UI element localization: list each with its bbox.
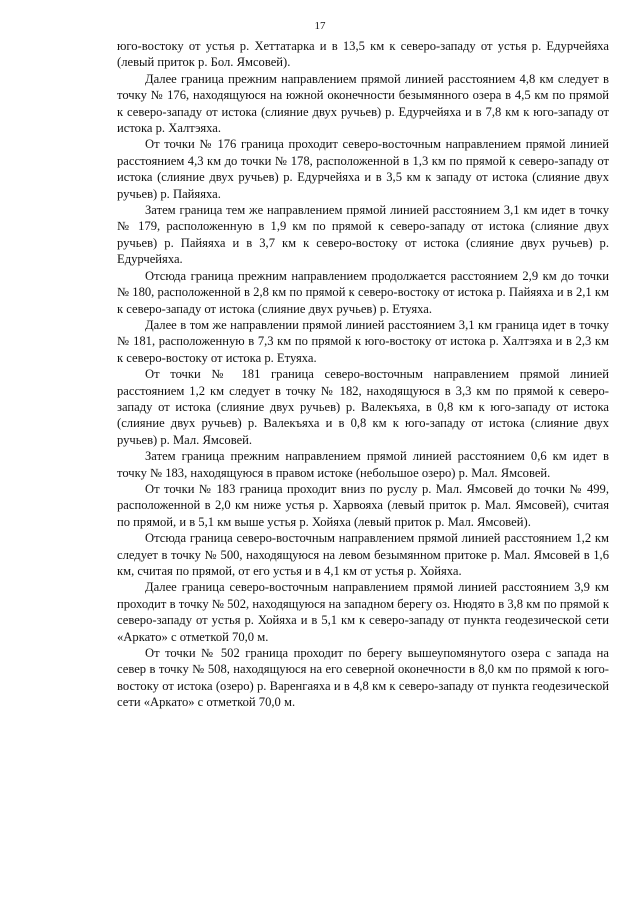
paragraph-5: Отсюда граница прежним направлением продолжается расстоянием 2,9 км до точки № 180, расположенной в 2,8 км по прямой к северо-востоку от истока р. Пайяяха и в 2,1 км к северо-западу от истока (слияние двух ручьев) р. Етуяха. [117, 268, 609, 316]
paragraph-4: Затем граница тем же направлением прямой линией расстоянием 3,1 км идет в точку № 179, расположенную в 1,9 км по прямой к северо-западу от истока (слияние двух ручьев) р. Пайяяха и в 3,7 км к северо-востоку от истока (слияние двух ручьев) р. Едурчейяха. [117, 203, 609, 267]
paragraph-12: От точки № 502 граница проходит по берегу вышеупомянутого озера с запада на север в точку № 508, находящуюся на его северной оконечности в 8,0 км по прямой к юго-востоку от истока (озеро) р. Варенгаяха и в 4,8 км к северо-западу от пункта геодезической сети «Аркато» с отметкой 70,0 м. [117, 646, 609, 710]
paragraph-8: Затем граница прежним направлением прямой линией расстоянием 0,6 км идет в точку № 183, находящуюся в правом истоке (небольшое озеро) р. Мал. Ямсовей. [117, 449, 609, 480]
document-body [117, 38, 609, 711]
paragraph-3: От точки № 176 граница проходит северо-восточным направлением прямой линией расстоянием 4,3 км до точки № 178, расположенной в 1,3 км по прямой к северо-западу от истока (слияние двух ручьев) р. Едурчейяха и в 3,5 км к западу от истока (слияние двух ручьев) р. Пайяяха. [117, 137, 609, 201]
paragraph-2: Далее граница прежним направлением прямой линией расстоянием 4,8 км следует в точку № 176, находящуюся на южной оконечности безымянного озера в 4,5 км по прямой к северо-западу от истока (слияние двух ручьев) р. Едурчейяха и в 7,8 км к юго-западу от истока р. Халтэяха. [117, 71, 609, 136]
page-number: 17 [314, 20, 326, 32]
paragraph-7: От точки № 181 граница северо-восточным направлением прямой линией расстоянием 1,2 км следует в точку № 182, находящуюся в 3,3 км по прямой к северо-западу от истока (слияние двух ручьев) р. Валекъяха, в 0,8 км к юго-западу от истока (слияние двух ручьев) р. Валекъяха и в 0,8 км к юго-западу от истока (слияние двух ручьев) р. Мал. Ямсовей. [117, 367, 609, 447]
paragraph-1: юго-востоку от устья р. Хеттатарка и в 13,5 км к северо-западу от устья р. Едурчейяха (левый приток р. Бол. Ямсовей). [117, 39, 609, 70]
paragraph-9: От точки № 183 граница проходит вниз по руслу р. Мал. Ямсовей до точки № 499, расположенной в 2,0 км ниже устья р. Харвояха (левый приток р. Мал. Ямсовей), считая по прямой, и в 5,1 км выше устья р. Хойяха (левый приток р. Мал. Ямсовей). [117, 481, 609, 529]
paragraph-6: Далее в том же направлении прямой линией расстоянием 3,1 км граница идет в точку № 181, расположенную в 7,3 км по прямой к юго-востоку от истока р. Халтэяха и в 2,3 км к северо-востоку от истока р. Етуяха. [117, 317, 609, 365]
paragraph-10: Отсюда граница северо-восточным направлением прямой линией расстоянием 1,2 км следует в точку № 500, находящуюся на левом безымянном притоке р. Мал. Ямсовей в 1,6 км, считая по прямой, от его устья и в 4,1 км от устья р. Хойяха. [117, 531, 609, 578]
paragraph-11: Далее граница северо-восточным направлением прямой линией расстоянием 3,9 км проходит в точку № 502, находящуюся на западном берегу оз. Нюдято в 3,8 км по прямой к северо-западу от устья р. Хойяха и в 5,1 км к северо-западу от пункта геодезической сети «Аркато» с отметкой 70,0 м. [117, 580, 609, 644]
